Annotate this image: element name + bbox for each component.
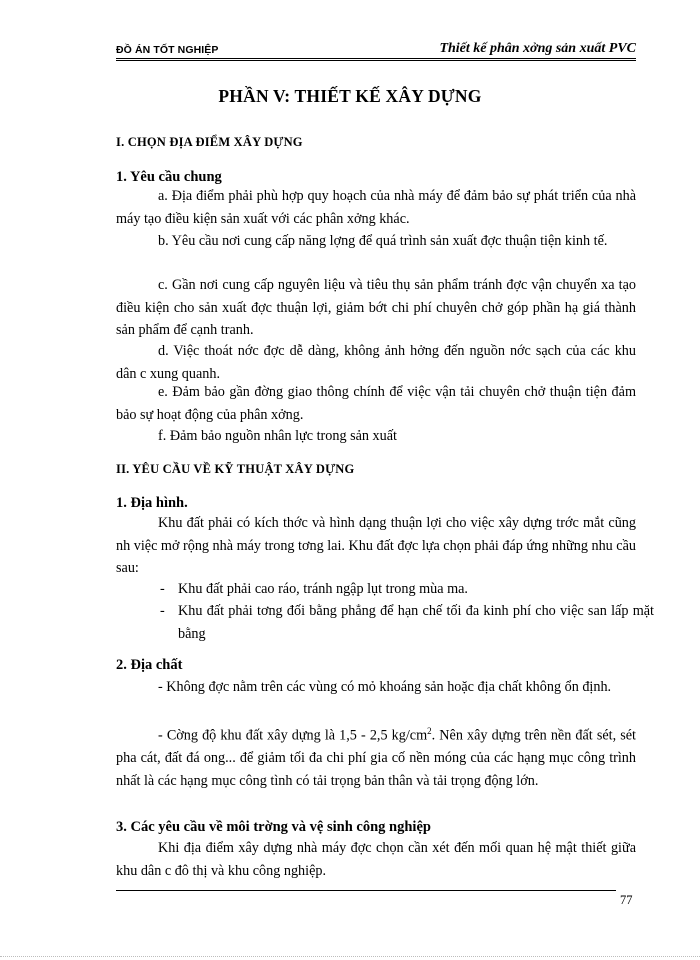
footer-rule	[116, 890, 616, 891]
paragraph-b: b. Yêu cầu nơi cung cấp năng lợng để quá trình sản xuất đợc thuận tiện kinh tế.	[158, 233, 608, 249]
section-2-heading: II. YÊU CẦU VỀ KỸ THUẬT XÂY DỰNG	[116, 462, 355, 476]
subsection-1-1-heading: 1. Yêu cầu chung	[116, 169, 222, 185]
header-right-text: Thiết kế phân xởng sản xuất PVC	[439, 41, 636, 56]
superscript: 2	[427, 726, 432, 736]
page-edge-divider	[0, 956, 700, 957]
geology-text-end: . Nên xây dựng trên nền đất sét, sét pha cát, đất đá ong... để giảm tối đa chi phí gia cố nền móng của các hạng mục công trình nhất là các hạng mục công tình có tải trọng bản thân và tải trọng động lớn.	[116, 727, 636, 789]
subsection-2-2-heading: 2. Địa chất	[116, 657, 183, 673]
paragraph-d: d. Việc thoát nớc đợc dễ dàng, không ảnh hởng đến nguồn nớc sạch của các khu dân c xung quanh.	[116, 343, 636, 382]
subsection-2-3-heading: 3. Các yêu cầu về môi trờng và vệ sinh công nghiệp	[116, 819, 431, 835]
geology-paragraph-1: - Không đợc nằm trên các vùng có mỏ khoáng sản hoặc địa chất không ổn định.	[158, 679, 612, 695]
list-item	[160, 600, 654, 645]
subsection-2-1-heading: 1. Địa hình.	[116, 495, 188, 511]
paragraph-e: e. Đảm bảo gần đờng giao thông chính để việc vận tải chuyên chở thuận tiện đảm bảo sự hoạt động của phân xởng.	[116, 384, 636, 423]
section-1-heading: I. CHỌN ĐỊA ĐIỂM XÂY DỰNG	[116, 135, 303, 149]
terrain-paragraph: Khu đất phải có kích thớc và hình dạng thuận lợi cho việc xây dựng trớc mắt cũng nh việc mở rộng nhà máy trong tơng lai. Khu đất đợc lựa chọn phải đáp ứng những nhu cầu sau:	[116, 515, 636, 576]
bullet-text: Khu đất phải cao ráo, tránh ngập lụt trong mùa ma.	[178, 581, 468, 597]
header-rule	[116, 58, 636, 59]
page-title: PHẦN V: THIẾT KẾ XÂY DỰNG	[218, 86, 482, 106]
environment-paragraph: Khi địa điểm xây dựng nhà máy đợc chọn cần xét đến mối quan hệ mật thiết giữa khu dân c đô thị và khu công nghiệp.	[116, 840, 636, 879]
bullet-text: Khu đất phải tơng đối bằng phẳng để hạn chế tối đa kinh phí cho việc san lấp mặt bằng	[178, 603, 654, 642]
paragraph-c: c. Gần nơi cung cấp nguyên liệu và tiêu thụ sản phẩm tránh đợc vận chuyển xa tạo điều kiện cho sản xuất đợc thuận lợi, giảm bớt chi phí chuyên chở góp phần hạ giá thành sản phẩm để cạnh tranh.	[116, 277, 636, 338]
geology-text-start: - Cờng độ khu đất xây dựng là 1,5 - 2,5 kg/cm	[158, 727, 428, 744]
header-rule-double	[116, 60, 636, 61]
geology-paragraph-2	[116, 720, 636, 792]
list-item	[160, 578, 654, 601]
paragraph-f: f. Đảm bảo nguồn nhân lực trong sản xuất	[158, 428, 397, 444]
header-left-text: ĐỒ ÁN TỐT NGHIỆP	[116, 44, 219, 56]
paragraph-a: a. Địa điểm phải phù hợp quy hoạch của nhà máy để đảm bảo sự phát triển của nhà máy tạo điều kiện sản xuất với các phân xởng khác.	[116, 188, 636, 227]
bullet-dash: -	[160, 603, 165, 619]
bullet-dash: -	[160, 581, 165, 597]
page-number: 77	[620, 893, 633, 907]
